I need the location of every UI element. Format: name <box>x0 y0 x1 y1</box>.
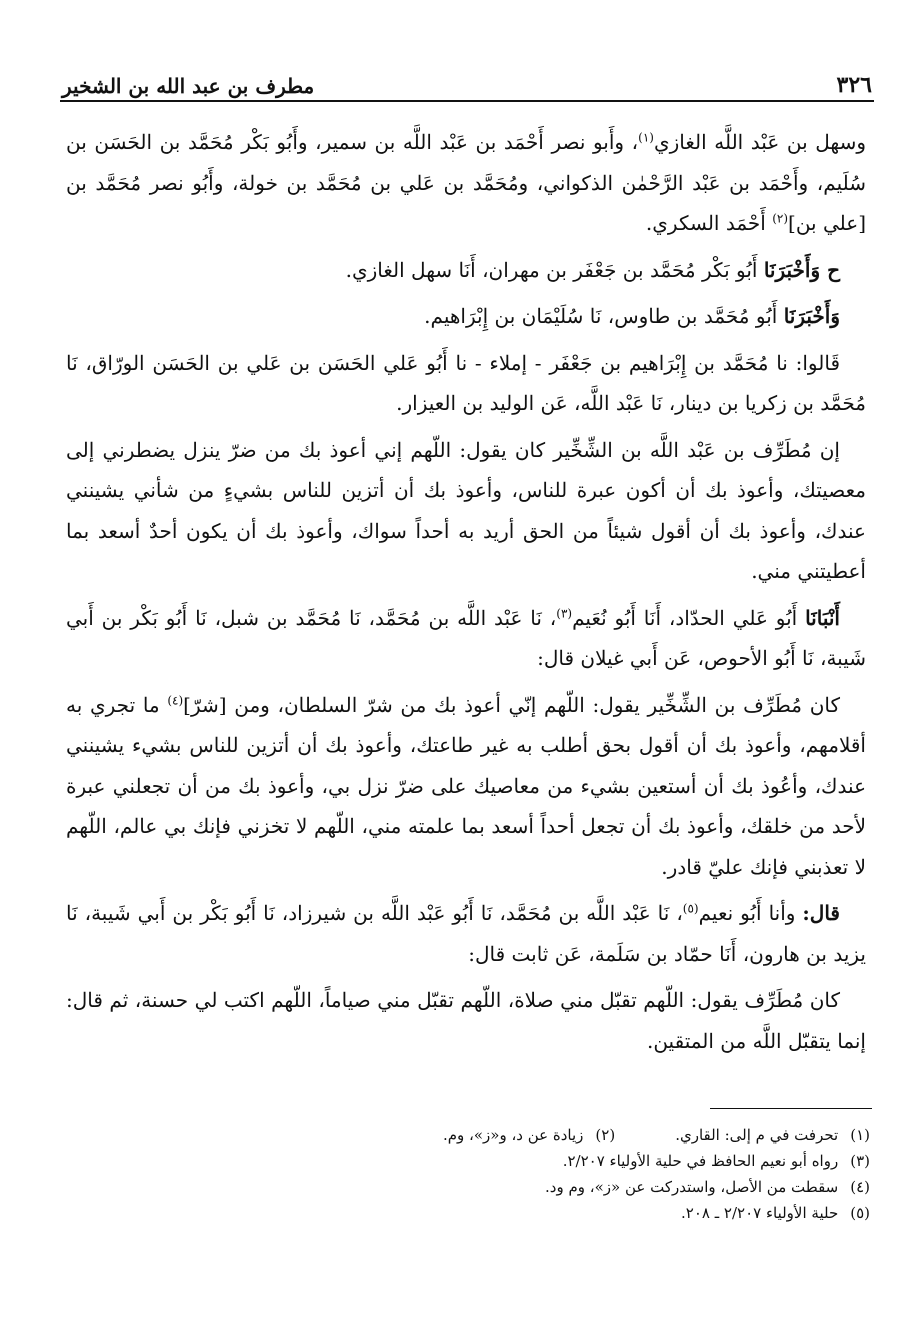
footnote-line <box>270 1122 870 1148</box>
paragraph-3 <box>66 296 866 337</box>
paragraph-text: أَبُو بَكْر مُحَمَّد بن جَعْفَر بن مهران، أَنَا سهل الغازي. <box>345 257 764 282</box>
footnote-ref-2: (٢) <box>772 211 789 226</box>
paragraph-text: إن مُطَرِّف بن عَبْد اللَّه بن الشِّخِّير كان يقول: اللّهم إني أعوذ بك من ضرّ ينزل يضطرني إلى معصيتك، وأعوذ بك أن أكون عبرة للناس، وأعوذ بك أن أتزين للناس بشيءٍ من شأني يشينني عندك، وأعوذ بك أن أقول شيئاً من الحق أريد به أحداً سواك، وأعوذ بك أن يكون أحدٌ أسعد بما أعطيتني مني. <box>66 437 866 583</box>
footnote-number: (١) <box>850 1126 870 1144</box>
footnote-2 <box>443 1122 615 1148</box>
footnote-ref-5: (٥) <box>682 901 699 916</box>
isnad-keyword: وَأَخْبَرَنَا <box>783 304 840 328</box>
paragraph-1 <box>66 122 866 244</box>
paragraph-7 <box>66 685 866 888</box>
isnad-keyword: أَنْبَانَا <box>805 605 840 630</box>
main-text <box>66 122 866 1067</box>
page-number: ٣٢٦ <box>836 72 872 98</box>
paragraph-text: ما تجري به أقلامهم، وأعوذ بك أن أقول بحق أطلب به غير طاعتك، وأعوذ بك أن أتزين للناس بشيء يشينني عندك، وأعُوذ بك أن أستعين بشيء من معاصيك على ضرّ نزل بي، وأعوذ بك من أن تجعلني عبرة لأحد من خلقك، وأعوذ بك أن تجعل أحداً أسعد بما علمته مني، اللّهم لا تخزني فإنك بي عالم، اللّهم لا تعذبني فإنك عليّ قادر. <box>66 692 866 879</box>
paragraph-2 <box>66 250 866 291</box>
paragraph-text: ، نَا عَبْد اللَّه بن مُحَمَّد، نَا أَبُو عَبْد اللَّه بن شيرزاد، نَا أَبُو بَكْر بن أَبي شَيبة، نَا يزيد بن هارون، أَنَا حمّاد بن سَلَمة، عَن ثابت قال: <box>66 901 866 966</box>
paragraph-text: كان مُطَرِّف بن الشِّخِّير يقول: اللّهم إنّي أعوذ بك من شرّ السلطان، ومن [شرّ] <box>183 692 840 717</box>
footnote-line <box>270 1174 870 1200</box>
footnote-line <box>270 1200 870 1226</box>
footnote-number: (٥) <box>850 1204 870 1222</box>
footnote-number: (٢) <box>595 1126 616 1144</box>
paragraph-5 <box>66 430 866 592</box>
footnote-line <box>270 1148 870 1174</box>
header-rule <box>60 100 874 102</box>
footnote-text: زيادة عن د، و«ز»، وم. <box>442 1126 584 1144</box>
footnote-4 <box>545 1174 870 1200</box>
footnote-text: حلية الأولياء ٢/٢٠٧ ـ ٢٠٨. <box>681 1204 839 1222</box>
isnad-keyword: ح وَأَخْبَرَنَا <box>763 257 840 282</box>
isnad-keyword: قال: <box>802 901 840 925</box>
footnote-number: (٣) <box>850 1152 870 1170</box>
footnote-text: تحرفت في م إلى: القاري. <box>675 1126 839 1144</box>
footnote-3 <box>563 1148 870 1174</box>
footnote-ref-1: (١) <box>638 130 654 145</box>
paragraph-9 <box>66 980 866 1061</box>
paragraph-text: ، نَا عَبْد اللَّه بن مُحَمَّد، نَا مُحَمَّد بن شبل، نَا أَبُو بَكْر بن أَبي شَيبة، نَا أَبُو الأحوص، عَن أَبي غيلان قال: <box>66 605 866 670</box>
footnote-ref-3: (٣) <box>556 605 573 620</box>
paragraph-8 <box>66 893 866 974</box>
paragraph-text: أَبُو عَلي الحدّاد، أَنَا أَبُو نُعَيم <box>572 605 806 630</box>
paragraph-4 <box>66 343 866 424</box>
paragraph-text: أَحْمَد السكري. <box>645 211 773 235</box>
footnote-1 <box>675 1122 870 1148</box>
running-title: مطرف بن عبد الله بن الشخير <box>62 74 315 98</box>
footnote-ref-4: (٤) <box>167 692 184 707</box>
footnotes <box>270 1122 870 1226</box>
paragraph-text: كان مُطَرِّف يقول: اللّهم تقبّل مني صلاة، اللّهم تقبّل مني صياماً، اللّهم اكتب لي حسنة، ثم قال: إنما يتقبّل اللَّه من المتقين. <box>66 988 866 1053</box>
footnote-number: (٤) <box>850 1178 870 1196</box>
paragraph-text: ، وأَبو نصر أَحْمَد بن عَبْد اللَّه بن سمير، وأَبُو بَكْر مُحَمَّد بن الحَسَن بن سُلَيم، وأَحْمَد بن عَبْد الرَّحْمٰن الذكواني، ومُحَمَّد بن عَلي بن مُحَمَّد بن خولة، وأَبُو نصر مُحَمَّد بن [علي بن] <box>66 130 866 235</box>
page-header <box>62 58 872 98</box>
paragraph-6 <box>66 598 866 679</box>
paragraph-text: أَبُو مُحَمَّد بن طاوس، نَا سُلَيْمَان بن إِبْرَاهيم. <box>424 304 784 328</box>
footnote-text: سقطت من الأصل، واستدركت عن «ز»، وم ود. <box>545 1178 839 1196</box>
footnote-text: رواه أبو نعيم الحافظ في حلية الأولياء ٢/٢٠٧. <box>562 1152 839 1170</box>
footnote-5 <box>681 1200 870 1226</box>
footnote-separator <box>710 1108 872 1109</box>
paragraph-text: وأنا أَبُو نعيم <box>698 901 803 925</box>
paragraph-text: قَالوا: نا مُحَمَّد بن إِبْرَاهيم بن جَعْفَر - إملاء - نا أَبُو عَلي الحَسَن بن عَلي بن الحَسَن الورّاق، نَا مُحَمَّد بن زكريا بن دينار، نَا عَبْد اللَّه، عَن الوليد بن العيزار. <box>66 350 866 415</box>
paragraph-text: وسهل بن عَبْد اللَّه الغازي <box>653 130 866 154</box>
